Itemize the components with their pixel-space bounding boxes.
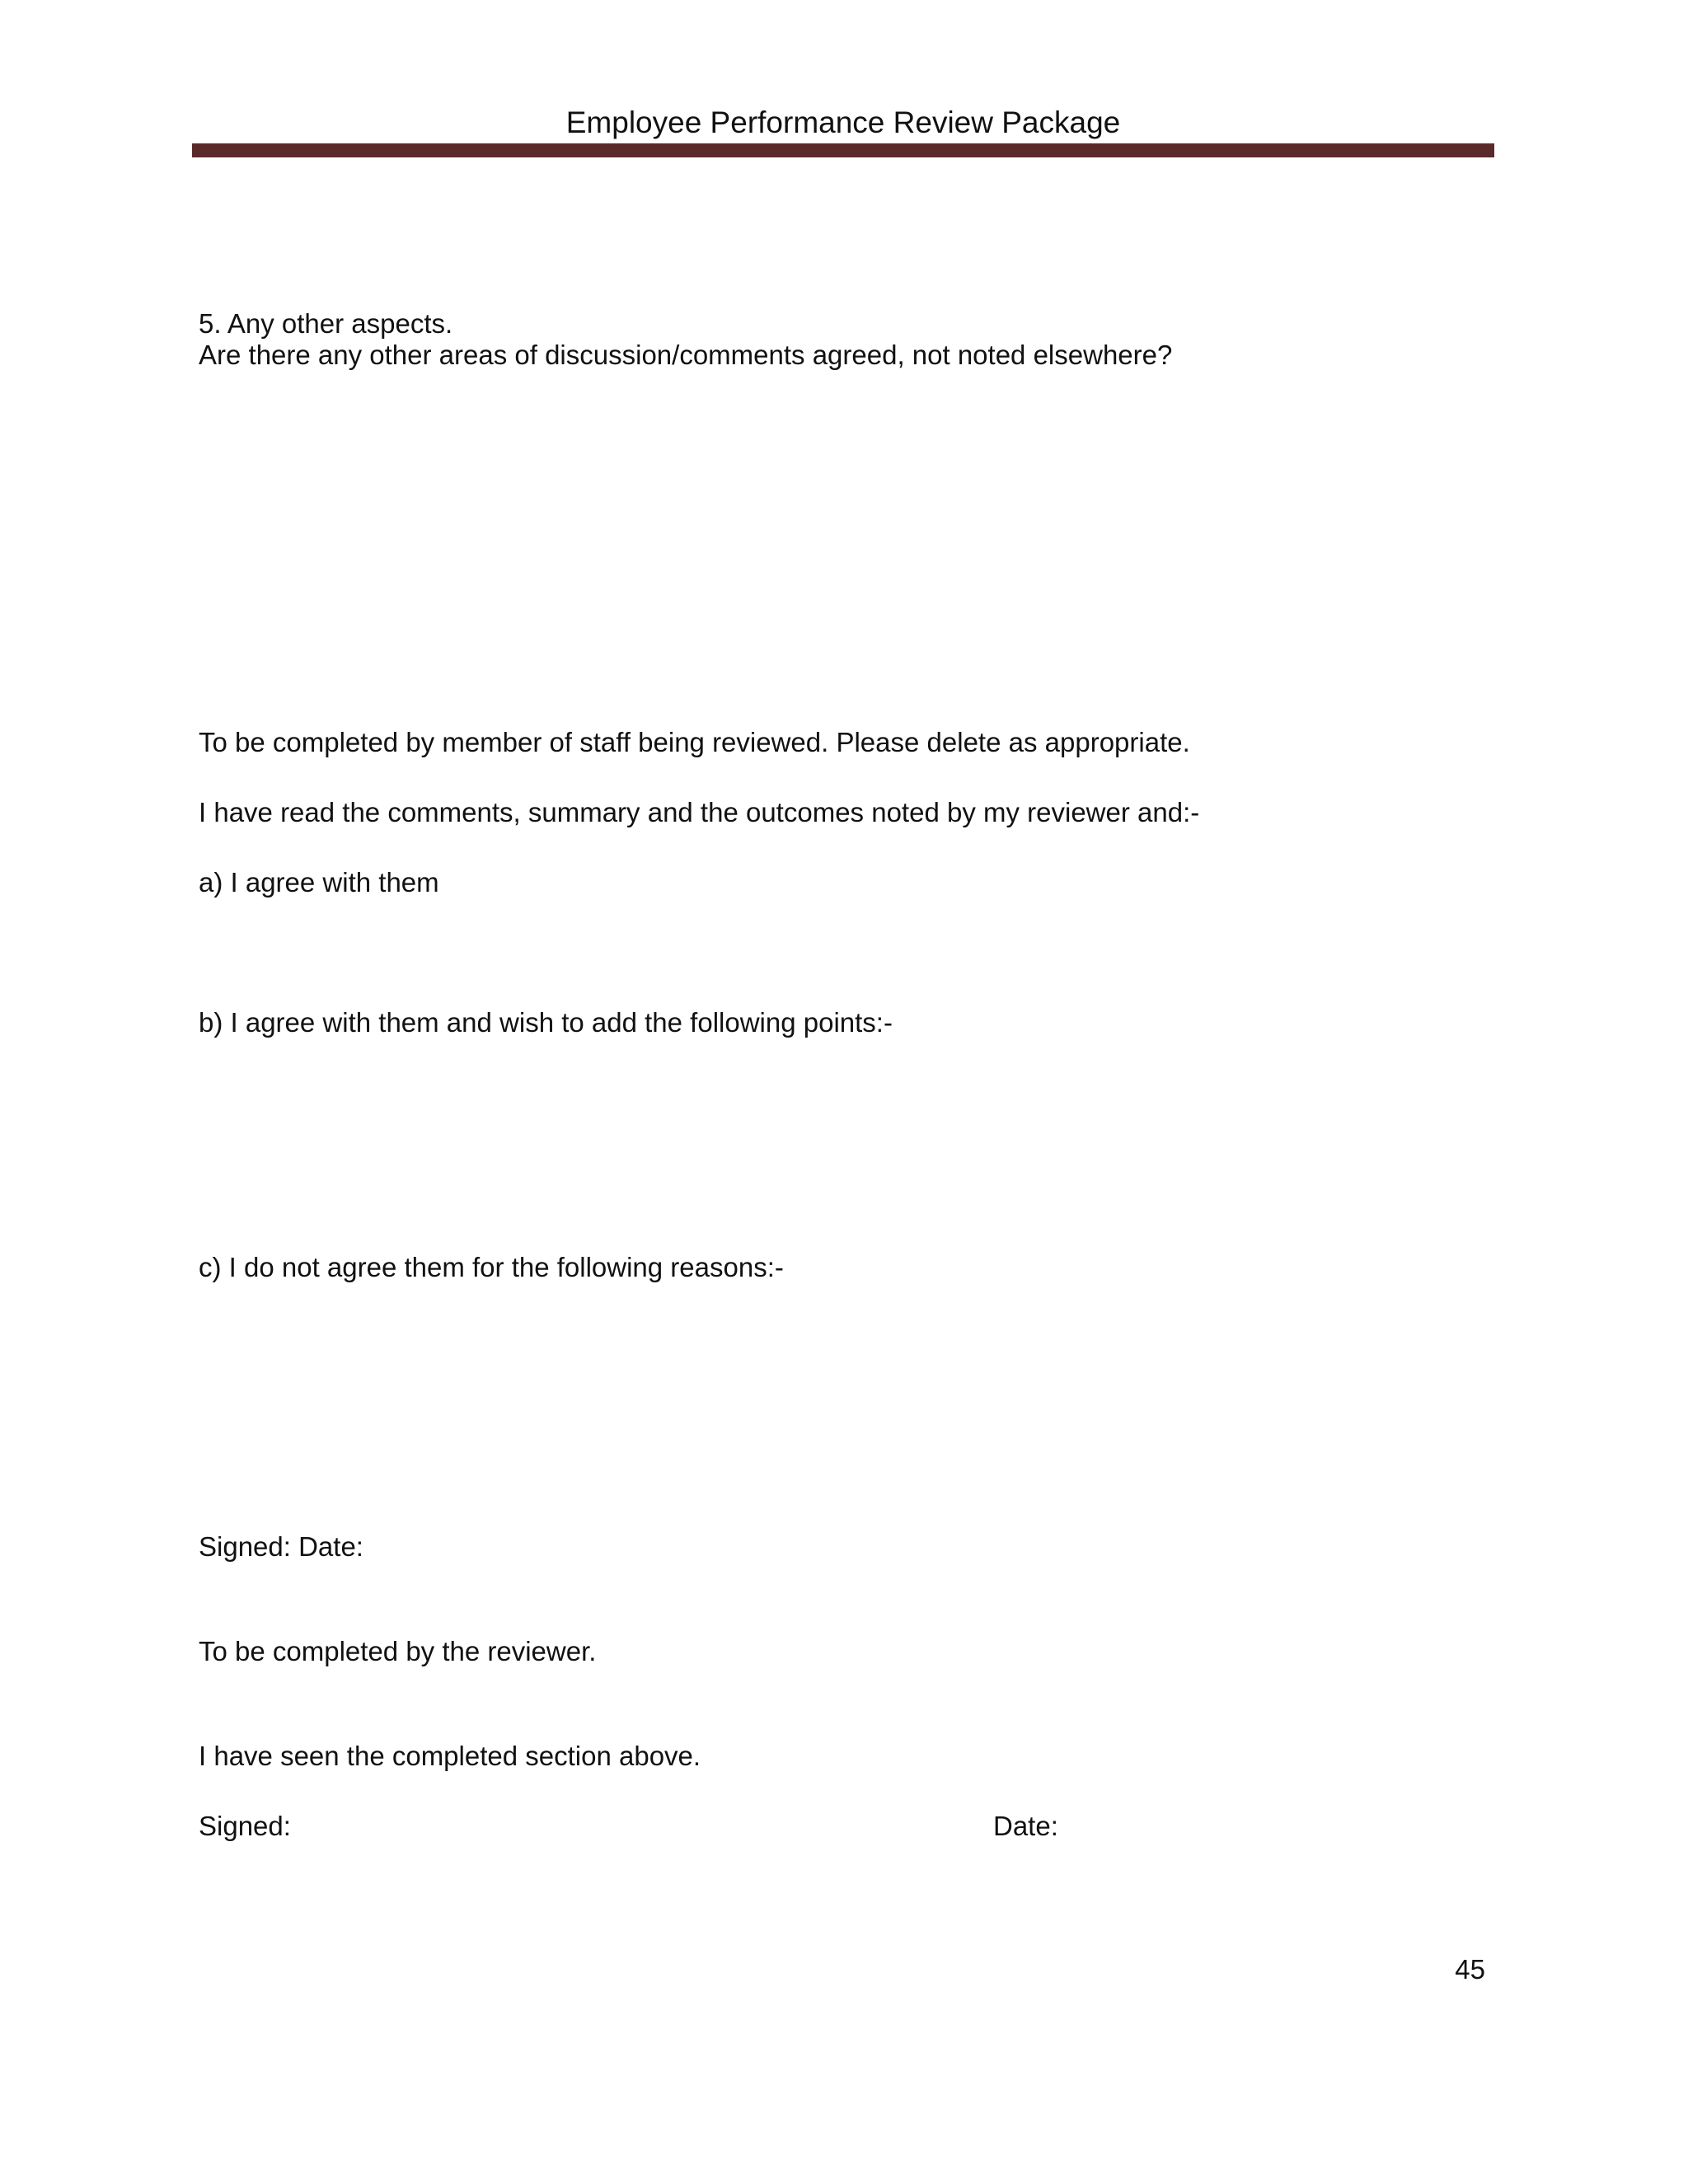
option-b: b) I agree with them and wish to add the following points:-: [199, 1007, 893, 1038]
reviewer-date-label: Date:: [993, 1811, 1058, 1841]
staff-section-statement: I have read the comments, summary and the outcomes noted by my reviewer and:-: [199, 797, 1200, 827]
reviewer-section-statement: I have seen the completed section above.: [199, 1741, 701, 1771]
section-question: Are there any other areas of discussion/comments agreed, not noted elsewhere?: [199, 340, 1173, 370]
reviewer-signed-label: Signed:: [199, 1811, 291, 1841]
option-a: a) I agree with them: [199, 867, 439, 898]
option-c: c) I do not agree them for the following reasons:-: [199, 1252, 784, 1282]
staff-section-intro: To be completed by member of staff being reviewed. Please delete as appropriate.: [199, 727, 1190, 757]
document-header-title: Employee Performance Review Package: [565, 105, 1121, 139]
section-heading: 5. Any other aspects.: [199, 308, 453, 339]
header-divider: [192, 143, 1494, 157]
page-number: 45: [1455, 1954, 1485, 1985]
reviewer-section-intro: To be completed by the reviewer.: [199, 1636, 597, 1666]
staff-signed-date: Signed: Date:: [199, 1531, 363, 1562]
